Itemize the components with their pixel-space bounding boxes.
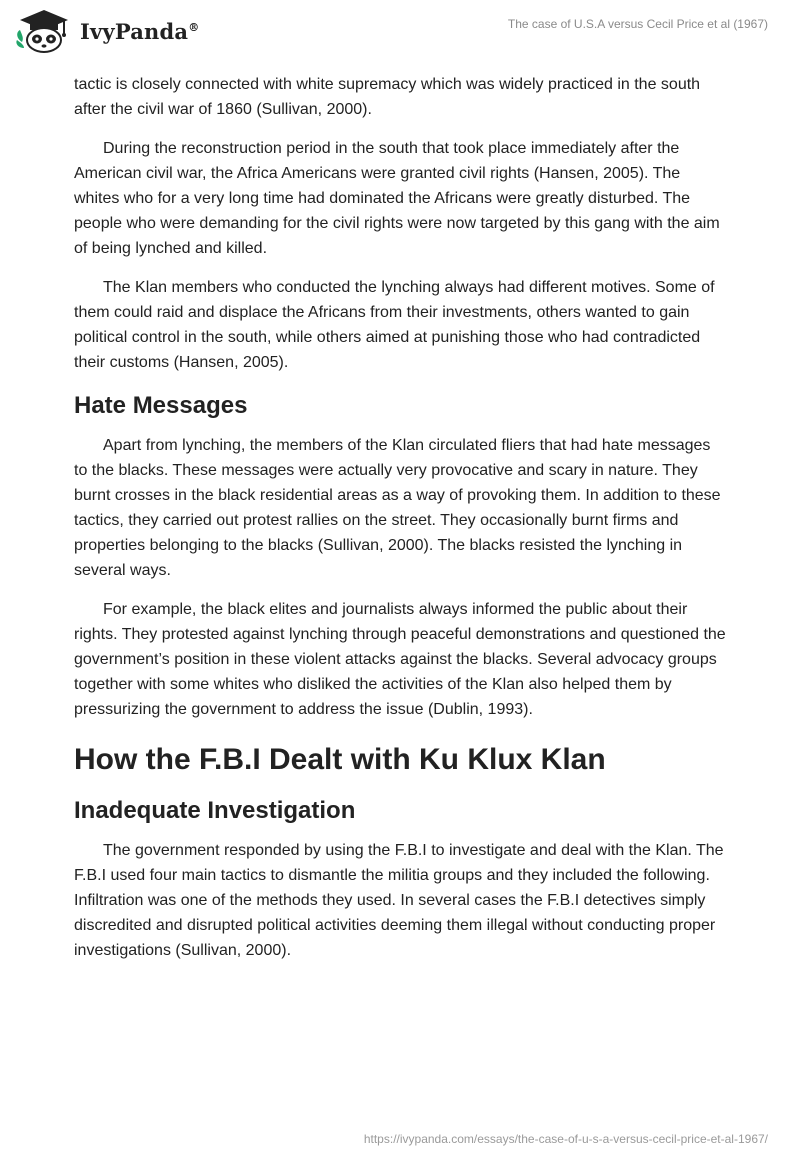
heading-fbi-section: How the F.B.I Dealt with Ku Klux Klan (74, 743, 606, 776)
logo-text: IvyPanda® (80, 18, 200, 44)
document-title: The case of U.S.A versus Cecil Price et al (1967) (507, 17, 768, 31)
panda-logo-icon (14, 8, 74, 54)
paragraph-4: Apart from lynching, the members of the Klan circulated fliers that had hate messages to the blacks. These messages were actually very provocative and scary in nature. They burnt crosses in the black residential areas as a way of provoking them. In addition to these tactics, they carried out protest rallies on the street. They occasionally burnt firms and properties belonging to the blacks (Sullivan, 2000). The blacks resisted the lynching in several ways. (74, 437, 721, 579)
heading-hate-messages: Hate Messages (74, 392, 248, 419)
paragraph-1: tactic is closely connected with white supremacy which was widely practiced in the south after the civil war of 1860 (Sullivan, 2000). (74, 76, 701, 118)
source-url[interactable]: https://ivypanda.com/essays/the-case-of-u-s-a-versus-cecil-price-et-al-1967/ (363, 1132, 768, 1146)
paragraph-3: The Klan members who conducted the lynching always had different motives. Some of them could raid and displace the Africans from their investments, others wanted to gain political control in the south, while others aimed at punishing those who had contradicted their customs (Hansen, 2005). (74, 279, 715, 371)
article-body (74, 72, 726, 977)
heading-inadequate-investigation: Inadequate Investigation (74, 797, 356, 824)
paragraph-6: The government responded by using the F.B.I to investigate and deal with the Klan. The F.B.I used four main tactics to dismantle the militia groups and they included the following. Infiltration was one of the methods they used. In several cases the F.B.I detectives simply discredited and disrupted political activities deeming them illegal without conducting proper investigations (Sullivan, 2000). (74, 842, 724, 959)
paragraph-5: For example, the black elites and journalists always informed the public about their rights. They protested against lynching through peaceful demonstrations and questioned the government’s position in these violent attacks against the blacks. Several advocacy groups together with some whites who disliked the activities of the Klan also helped them by pressurizing the government to address the issue (Dublin, 1993). (74, 601, 726, 718)
logo[interactable] (14, 8, 199, 54)
header (0, 0, 800, 70)
paragraph-2: During the reconstruction period in the south that took place immediately after the American civil war, the Africa Americans were granted civil rights (Hansen, 2005). The whites who for a very long time had dominated the Africans were greatly disturbed. The people who were demanding for the civil rights were now targeted by this gang with the aim of being lynched and killed. (74, 140, 720, 257)
